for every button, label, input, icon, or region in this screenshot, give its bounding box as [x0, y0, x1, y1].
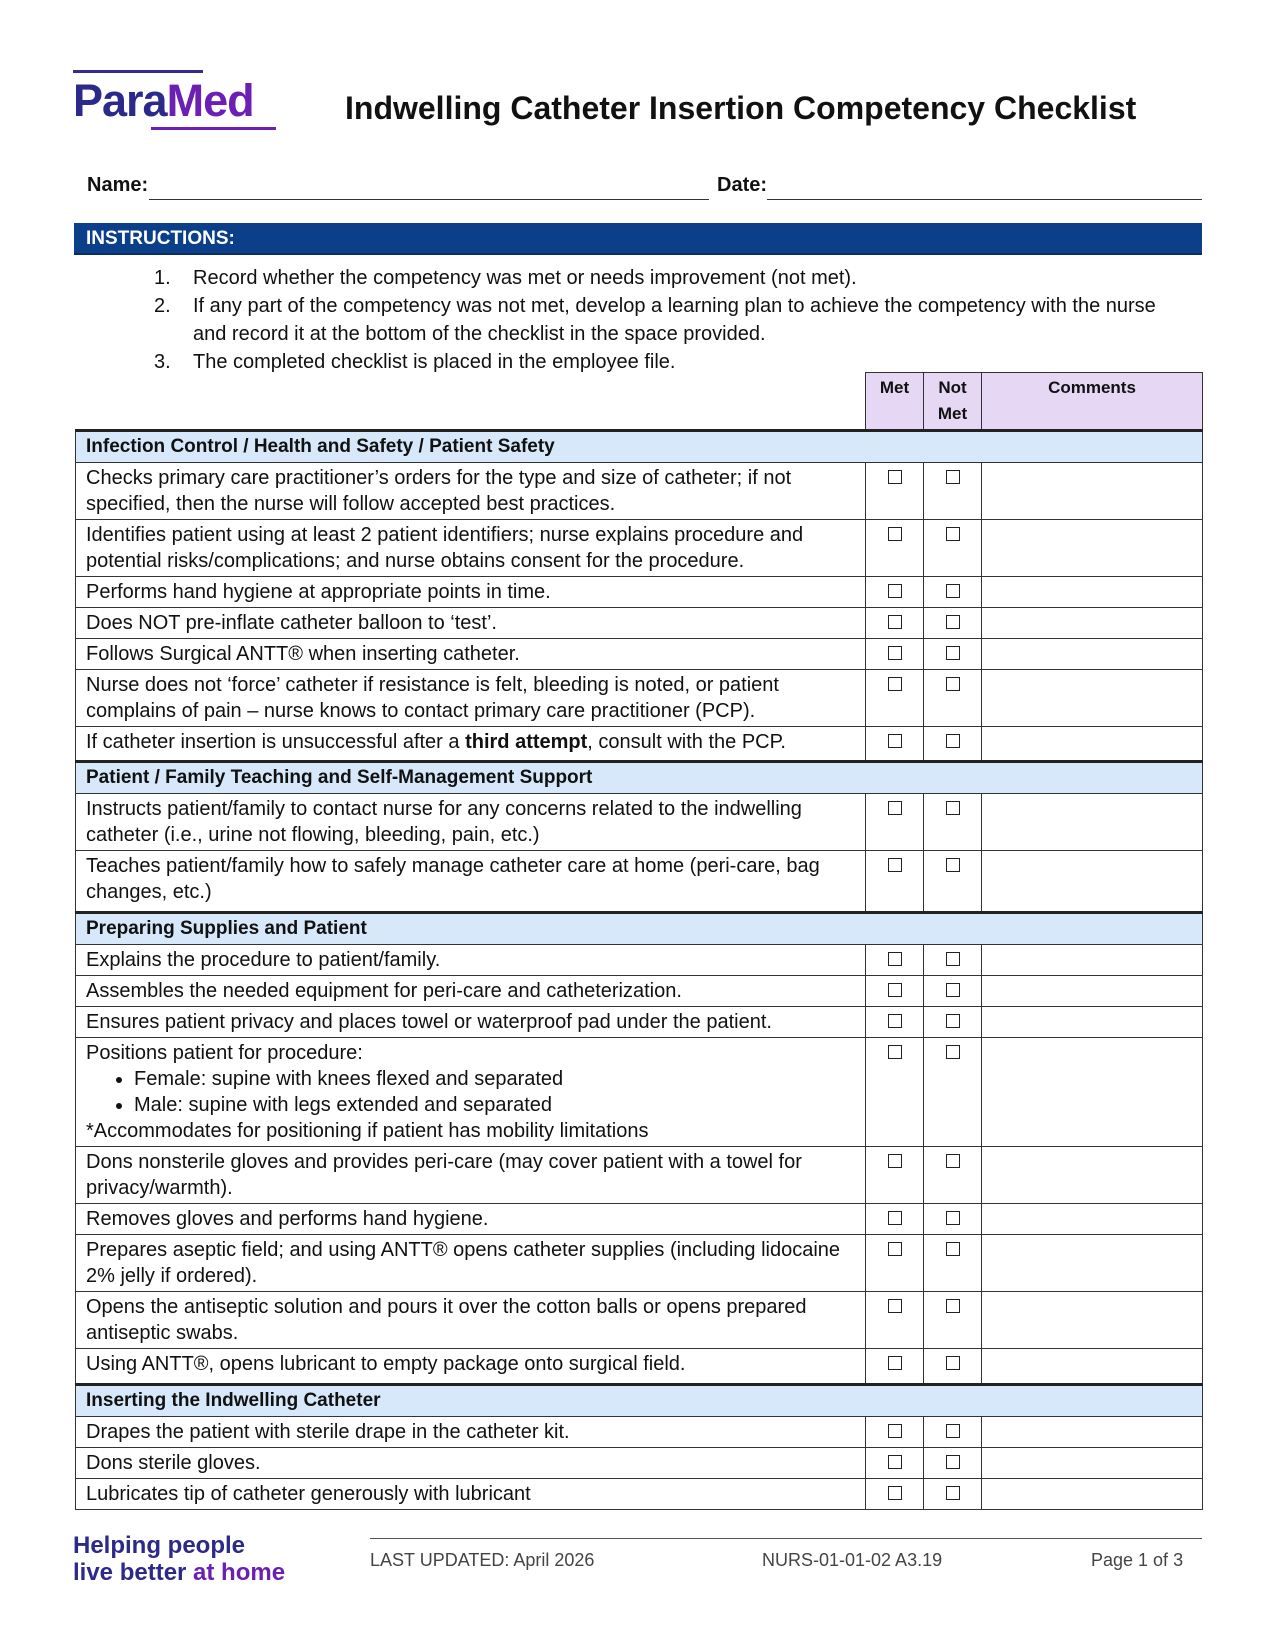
section-title: Inserting the Indwelling Catheter [76, 1385, 1203, 1417]
not-met-checkbox[interactable] [946, 983, 960, 997]
met-checkbox-cell[interactable] [866, 1292, 924, 1349]
list-item: • Female: supine with knees flexed and separated [134, 1066, 855, 1092]
section-title: Patient / Family Teaching and Self-Management Support [76, 762, 1203, 794]
paramed-logo [73, 70, 278, 130]
comments-cell[interactable] [982, 945, 1203, 976]
met-checkbox-cell[interactable] [866, 608, 924, 639]
not-met-checkbox-cell[interactable] [924, 1007, 982, 1038]
table-row [76, 1147, 1203, 1204]
table-row [76, 1349, 1203, 1385]
comments-cell[interactable] [982, 1147, 1203, 1204]
competency-text: Instructs patient/family to contact nurse for any concerns related to the indwelling catheter (i.e., urine not flowing, bleeding, pain, etc.) [76, 794, 866, 851]
competency-text: Dons sterile gloves. [76, 1448, 866, 1479]
not-met-checkbox[interactable] [946, 1356, 960, 1370]
table-row [76, 851, 1203, 913]
comments-cell[interactable] [982, 1448, 1203, 1479]
table-row [76, 1038, 1203, 1147]
met-checkbox[interactable] [888, 1455, 902, 1469]
not-met-checkbox-cell[interactable] [924, 1204, 982, 1235]
competency-text: Checks primary care practitioner’s orders for the type and size of catheter; if not specified, then the nurse will follow accepted best practices. [76, 463, 866, 520]
met-checkbox-cell[interactable] [866, 520, 924, 577]
not-met-checkbox-cell[interactable] [924, 577, 982, 608]
not-met-checkbox-cell[interactable] [924, 670, 982, 727]
met-checkbox[interactable] [888, 615, 902, 629]
competency-text: Does NOT pre-inflate catheter balloon to ‘test’. [76, 608, 866, 639]
not-met-checkbox[interactable] [946, 1045, 960, 1059]
not-met-checkbox-cell[interactable] [924, 976, 982, 1007]
competency-text: Performs hand hygiene at appropriate points in time. [76, 577, 866, 608]
logo-wordmark: ParaMed [73, 75, 254, 126]
competency-text: Teaches patient/family how to safely manage catheter care at home (peri-care, bag changes, etc.) [76, 851, 866, 913]
comments-cell[interactable] [982, 670, 1203, 727]
met-checkbox[interactable] [888, 734, 902, 748]
met-checkbox[interactable] [888, 801, 902, 815]
comments-cell[interactable] [982, 608, 1203, 639]
not-met-checkbox[interactable] [946, 527, 960, 541]
competency-text: Lubricates tip of catheter generously with lubricant [76, 1479, 866, 1510]
met-checkbox[interactable] [888, 677, 902, 691]
not-met-checkbox-cell[interactable] [924, 945, 982, 976]
not-met-checkbox-cell[interactable] [924, 794, 982, 851]
not-met-checkbox[interactable] [946, 1154, 960, 1168]
competency-text: Follows Surgical ANTT® when inserting catheter. [76, 639, 866, 670]
competency-text: Assembles the needed equipment for peri-care and catheterization. [76, 976, 866, 1007]
met-checkbox[interactable] [888, 527, 902, 541]
emphasis-text: third attempt [465, 731, 588, 753]
comments-cell[interactable] [982, 794, 1203, 851]
date-field[interactable] [767, 199, 1202, 200]
met-checkbox-cell[interactable] [866, 727, 924, 762]
not-met-checkbox[interactable] [946, 1455, 960, 1469]
met-checkbox-cell[interactable] [866, 1349, 924, 1385]
position-bullets [86, 1066, 855, 1118]
not-met-checkbox-cell[interactable] [924, 608, 982, 639]
met-checkbox[interactable] [888, 1242, 902, 1256]
table-row [76, 1448, 1203, 1479]
met-checkbox[interactable] [888, 1211, 902, 1225]
not-met-checkbox[interactable] [946, 801, 960, 815]
comments-cell[interactable] [982, 1235, 1203, 1292]
table-header-row [76, 373, 1203, 431]
comments-cell[interactable] [982, 520, 1203, 577]
not-met-checkbox-cell[interactable] [924, 1147, 982, 1204]
table-row [76, 1204, 1203, 1235]
not-met-checkbox[interactable] [946, 952, 960, 966]
not-met-checkbox[interactable] [946, 1424, 960, 1438]
met-checkbox[interactable] [888, 952, 902, 966]
comments-cell[interactable] [982, 1204, 1203, 1235]
table-row [76, 945, 1203, 976]
document-title: Indwelling Catheter Insertion Competency Checklist [345, 90, 1137, 126]
not-met-checkbox-cell[interactable] [924, 639, 982, 670]
position-intro: Positions patient for procedure: [86, 1042, 363, 1064]
competency-text: Identifies patient using at least 2 patient identifiers; nurse explains procedure and potential risks/complications; and nurse obtains consent for the procedure. [76, 520, 866, 577]
section-header-row [76, 1385, 1203, 1417]
met-checkbox-cell[interactable] [866, 1417, 924, 1448]
table-row [76, 520, 1203, 577]
competency-text: Opens the antiseptic solution and pours it over the cotton balls or opens prepared antiseptic swabs. [76, 1292, 866, 1349]
not-met-checkbox[interactable] [946, 584, 960, 598]
met-checkbox-cell[interactable] [866, 463, 924, 520]
logo-underline [151, 127, 276, 130]
comments-cell[interactable] [982, 639, 1203, 670]
not-met-column-header: Not Met [924, 373, 982, 431]
document-code: NURS-01-01-02 A3.19 [762, 1550, 943, 1570]
comments-cell[interactable] [982, 1038, 1203, 1147]
table-row [76, 1235, 1203, 1292]
met-checkbox-cell[interactable] [866, 1204, 924, 1235]
competency-text [76, 1038, 866, 1147]
met-checkbox-cell[interactable] [866, 1235, 924, 1292]
comments-cell[interactable] [982, 577, 1203, 608]
met-checkbox[interactable] [888, 1356, 902, 1370]
met-checkbox-cell[interactable] [866, 1038, 924, 1147]
not-met-checkbox[interactable] [946, 470, 960, 484]
comments-cell[interactable] [982, 463, 1203, 520]
section-header-row [76, 762, 1203, 794]
not-met-checkbox-cell[interactable] [924, 851, 982, 913]
competency-text: Nurse does not ‘force’ catheter if resistance is felt, bleeding is noted, or patient complains of pain – nurse knows to contact primary care practitioner (PCP). [76, 670, 866, 727]
met-checkbox[interactable] [888, 470, 902, 484]
footer-divider [370, 1538, 1202, 1539]
met-checkbox[interactable] [888, 858, 902, 872]
comments-cell[interactable] [982, 851, 1203, 913]
table-row [76, 1007, 1203, 1038]
met-checkbox[interactable] [888, 1045, 902, 1059]
met-checkbox-cell[interactable] [866, 577, 924, 608]
not-met-checkbox[interactable] [946, 646, 960, 660]
instructions-heading: INSTRUCTIONS: [74, 223, 1202, 255]
met-checkbox-cell[interactable] [866, 1007, 924, 1038]
last-updated: LAST UPDATED: April 2026 [370, 1550, 595, 1570]
instructions-list [150, 264, 1160, 376]
competency-checklist-table [75, 372, 1203, 1510]
not-met-checkbox-cell[interactable] [924, 463, 982, 520]
footer-slogan: Helping people live better at home [73, 1532, 286, 1586]
list-item: • Male: supine with legs extended and separated [134, 1092, 855, 1118]
table-row [76, 727, 1203, 762]
met-checkbox[interactable] [888, 1486, 902, 1500]
comments-cell[interactable] [982, 1417, 1203, 1448]
met-checkbox-cell[interactable] [866, 976, 924, 1007]
met-checkbox[interactable] [888, 646, 902, 660]
met-checkbox[interactable] [888, 1154, 902, 1168]
met-checkbox-cell[interactable] [866, 794, 924, 851]
section-title: Preparing Supplies and Patient [76, 913, 1203, 945]
competency-text: Ensures patient privacy and places towel or waterproof pad under the patient. [76, 1007, 866, 1038]
position-note: *Accommodates for positioning if patient has mobility limitations [86, 1120, 649, 1142]
competency-text: Dons nonsterile gloves and provides peri-care (may cover patient with a towel for privacy/warmth). [76, 1147, 866, 1204]
instruction-item: 1. Record whether the competency was met or needs improvement (not met). [154, 267, 857, 289]
competency-text: Using ANTT®, opens lubricant to empty package onto surgical field. [76, 1349, 866, 1385]
table-row [76, 1292, 1203, 1349]
not-met-checkbox[interactable] [946, 677, 960, 691]
met-checkbox[interactable] [888, 584, 902, 598]
table-row [76, 976, 1203, 1007]
table-row [76, 577, 1203, 608]
logo-top-bar [73, 70, 203, 73]
not-met-checkbox[interactable] [946, 615, 960, 629]
met-checkbox[interactable] [888, 983, 902, 997]
not-met-checkbox[interactable] [946, 858, 960, 872]
not-met-checkbox-cell[interactable] [924, 1448, 982, 1479]
met-checkbox-cell[interactable] [866, 670, 924, 727]
not-met-checkbox[interactable] [946, 1211, 960, 1225]
name-date-row [87, 172, 1202, 202]
section-header-row [76, 913, 1203, 945]
table-row [76, 463, 1203, 520]
met-checkbox-cell[interactable] [866, 639, 924, 670]
name-field[interactable] [149, 199, 709, 200]
not-met-checkbox[interactable] [946, 1242, 960, 1256]
name-label: Name: [87, 174, 149, 196]
comments-cell[interactable] [982, 976, 1203, 1007]
met-checkbox-cell[interactable] [866, 851, 924, 913]
table-row [76, 639, 1203, 670]
comments-cell[interactable] [982, 1292, 1203, 1349]
not-met-checkbox[interactable] [946, 1014, 960, 1028]
table-row [76, 1417, 1203, 1448]
competency-text: Removes gloves and performs hand hygiene. [76, 1204, 866, 1235]
page-number: Page 1 of 3 [1091, 1550, 1184, 1570]
competency-text: Explains the procedure to patient/family. [76, 945, 866, 976]
met-checkbox-cell[interactable] [866, 945, 924, 976]
table-row [76, 1479, 1203, 1510]
met-checkbox-cell[interactable] [866, 1479, 924, 1510]
met-checkbox[interactable] [888, 1014, 902, 1028]
not-met-checkbox[interactable] [946, 734, 960, 748]
comments-column-header: Comments [982, 373, 1203, 431]
comments-cell[interactable] [982, 1007, 1203, 1038]
comments-cell[interactable] [982, 1349, 1203, 1385]
not-met-checkbox-cell[interactable] [924, 727, 982, 762]
not-met-checkbox-cell[interactable] [924, 1417, 982, 1448]
competency-text: Prepares aseptic field; and using ANTT® opens catheter supplies (including lidocaine 2% jelly if ordered). [76, 1235, 866, 1292]
comments-cell[interactable] [982, 727, 1203, 762]
table-row [76, 794, 1203, 851]
competency-text: Drapes the patient with sterile drape in the catheter kit. [76, 1417, 866, 1448]
not-met-checkbox[interactable] [946, 1299, 960, 1313]
table-row [76, 670, 1203, 727]
section-header-row [76, 431, 1203, 463]
not-met-checkbox-cell[interactable] [924, 1038, 982, 1147]
table-row [76, 608, 1203, 639]
instruction-item: 3. The completed checklist is placed in the employee file. [154, 351, 676, 373]
met-checkbox[interactable] [888, 1424, 902, 1438]
not-met-checkbox[interactable] [946, 1486, 960, 1500]
not-met-checkbox-cell[interactable] [924, 1235, 982, 1292]
met-checkbox-cell[interactable] [866, 1147, 924, 1204]
not-met-checkbox-cell[interactable] [924, 1349, 982, 1385]
not-met-checkbox-cell[interactable] [924, 1479, 982, 1510]
not-met-checkbox-cell[interactable] [924, 1292, 982, 1349]
met-checkbox-cell[interactable] [866, 1448, 924, 1479]
met-checkbox[interactable] [888, 1299, 902, 1313]
not-met-checkbox-cell[interactable] [924, 520, 982, 577]
met-column-header: Met [866, 373, 924, 431]
date-label: Date: [717, 174, 768, 196]
section-title: Infection Control / Health and Safety / Patient Safety [76, 431, 1203, 463]
comments-cell[interactable] [982, 1479, 1203, 1510]
instruction-item: 2. If any part of the competency was not met, develop a learning plan to achieve the competency with the nurse and record it at the bottom of the checklist in the space provided. [154, 295, 1156, 345]
competency-text: If catheter insertion is unsuccessful after a third attempt, consult with the PCP. [76, 727, 866, 762]
